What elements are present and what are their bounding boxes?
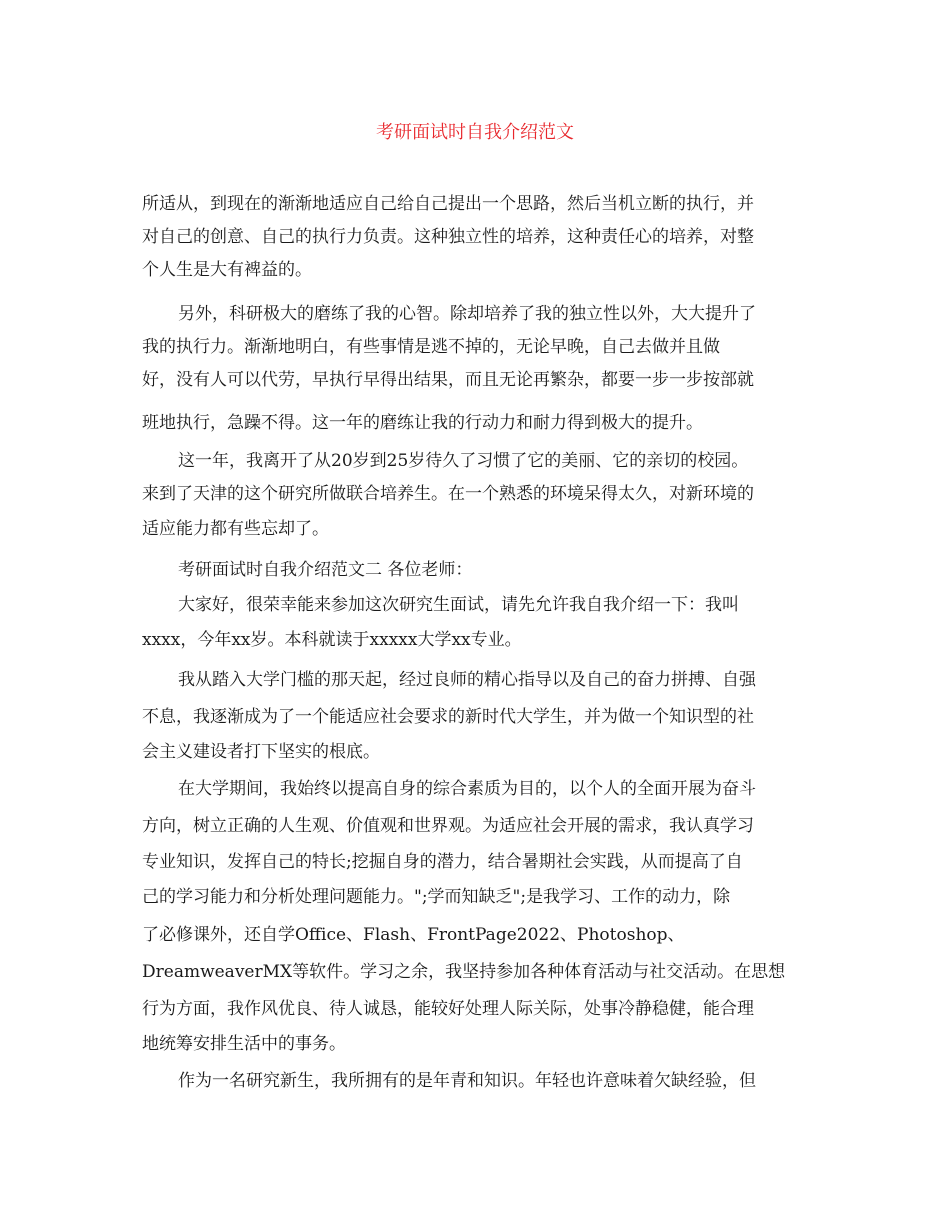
text-line: 考研面试时自我介绍范文二 各位老师： <box>178 560 473 580</box>
text-line: 在大学期间，我始终以提高自身的综合素质为目的，以个人的全面开展为奋斗 <box>178 779 756 799</box>
text-line: 好，没有人可以代劳，早执行早得出结果，而且无论再繁杂，都要一步一步按部就 <box>142 370 754 390</box>
text-line: 会主义建设者打下坚实的根底。 <box>142 742 380 762</box>
text-line: 不息，我逐渐成为了一个能适应社会要求的新时代大学生，并为做一个知识型的社 <box>142 707 754 727</box>
text-line: 作为一名研究新生，我所拥有的是年青和知识。年轻也许意味着欠缺经验，但 <box>178 1071 756 1091</box>
text-line: 个人生是大有裨益的。 <box>142 260 312 280</box>
text-line: 我的执行力。渐渐地明白，有些事情是逃不掉的，无论早晚，自己去做并且做 <box>142 337 720 357</box>
text-line: 专业知识，发挥自己的特长;挖掘自身的潜力，结合暑期社会实践，从而提高了自 <box>142 852 743 872</box>
text-line: 所适从，到现在的渐渐地适应自己给自己提出一个思路，然后当机立断的执行，并 <box>142 194 754 214</box>
text-line: 方向，树立正确的人生观、价值观和世界观。为适应社会开展的需求，我认真学习 <box>142 816 754 836</box>
text-line: DreamweaverMX等软件。学习之余，我坚持参加各种体育活动与社交活动。在思想 <box>142 962 786 982</box>
text-line: 己的学习能力和分析处理问题能力。";学而知缺乏";是我学习、工作的动力，除 <box>142 887 731 907</box>
document-title: 考研面试时自我介绍范文 <box>376 122 574 143</box>
text-line: 了必修课外，还自学Office、Flash、FrontPage2022、Photoshop、 <box>142 925 685 945</box>
text-line: 班地执行，急躁不得。这一年的磨练让我的行动力和耐力得到极大的提升。 <box>142 413 703 433</box>
text-line: 这一年，我离开了从20岁到25岁待久了习惯了它的美丽、它的亲切的校园。 <box>178 451 749 471</box>
text-line: 来到了天津的这个研究所做联合培养生。在一个熟悉的环境呆得太久，对新环境的 <box>142 484 754 504</box>
text-line: 行为方面，我作风优良、待人诚恳，能较好处理人际关际，处事冷静稳健，能合理 <box>142 999 754 1019</box>
text-line: 另外，科研极大的磨练了我的心智。除却培养了我的独立性以外，大大提升了 <box>178 304 756 324</box>
text-line: 对自己的创意、自己的执行力负责。这种独立性的培养，这种责任心的培养，对整 <box>142 227 754 247</box>
text-line: xxxx，今年xx岁。本科就读于xxxxx大学xx专业。 <box>142 630 522 650</box>
text-line: 大家好，很荣幸能来参加这次研究生面试，请先允许我自我介绍一下：我叫 <box>178 595 739 615</box>
text-line: 适应能力都有些忘却了。 <box>142 519 329 539</box>
text-line: 我从踏入大学门槛的那天起，经过良师的精心指导以及自己的奋力拼搏、自强 <box>178 670 756 690</box>
text-line: 地统筹安排生活中的事务。 <box>142 1034 346 1054</box>
